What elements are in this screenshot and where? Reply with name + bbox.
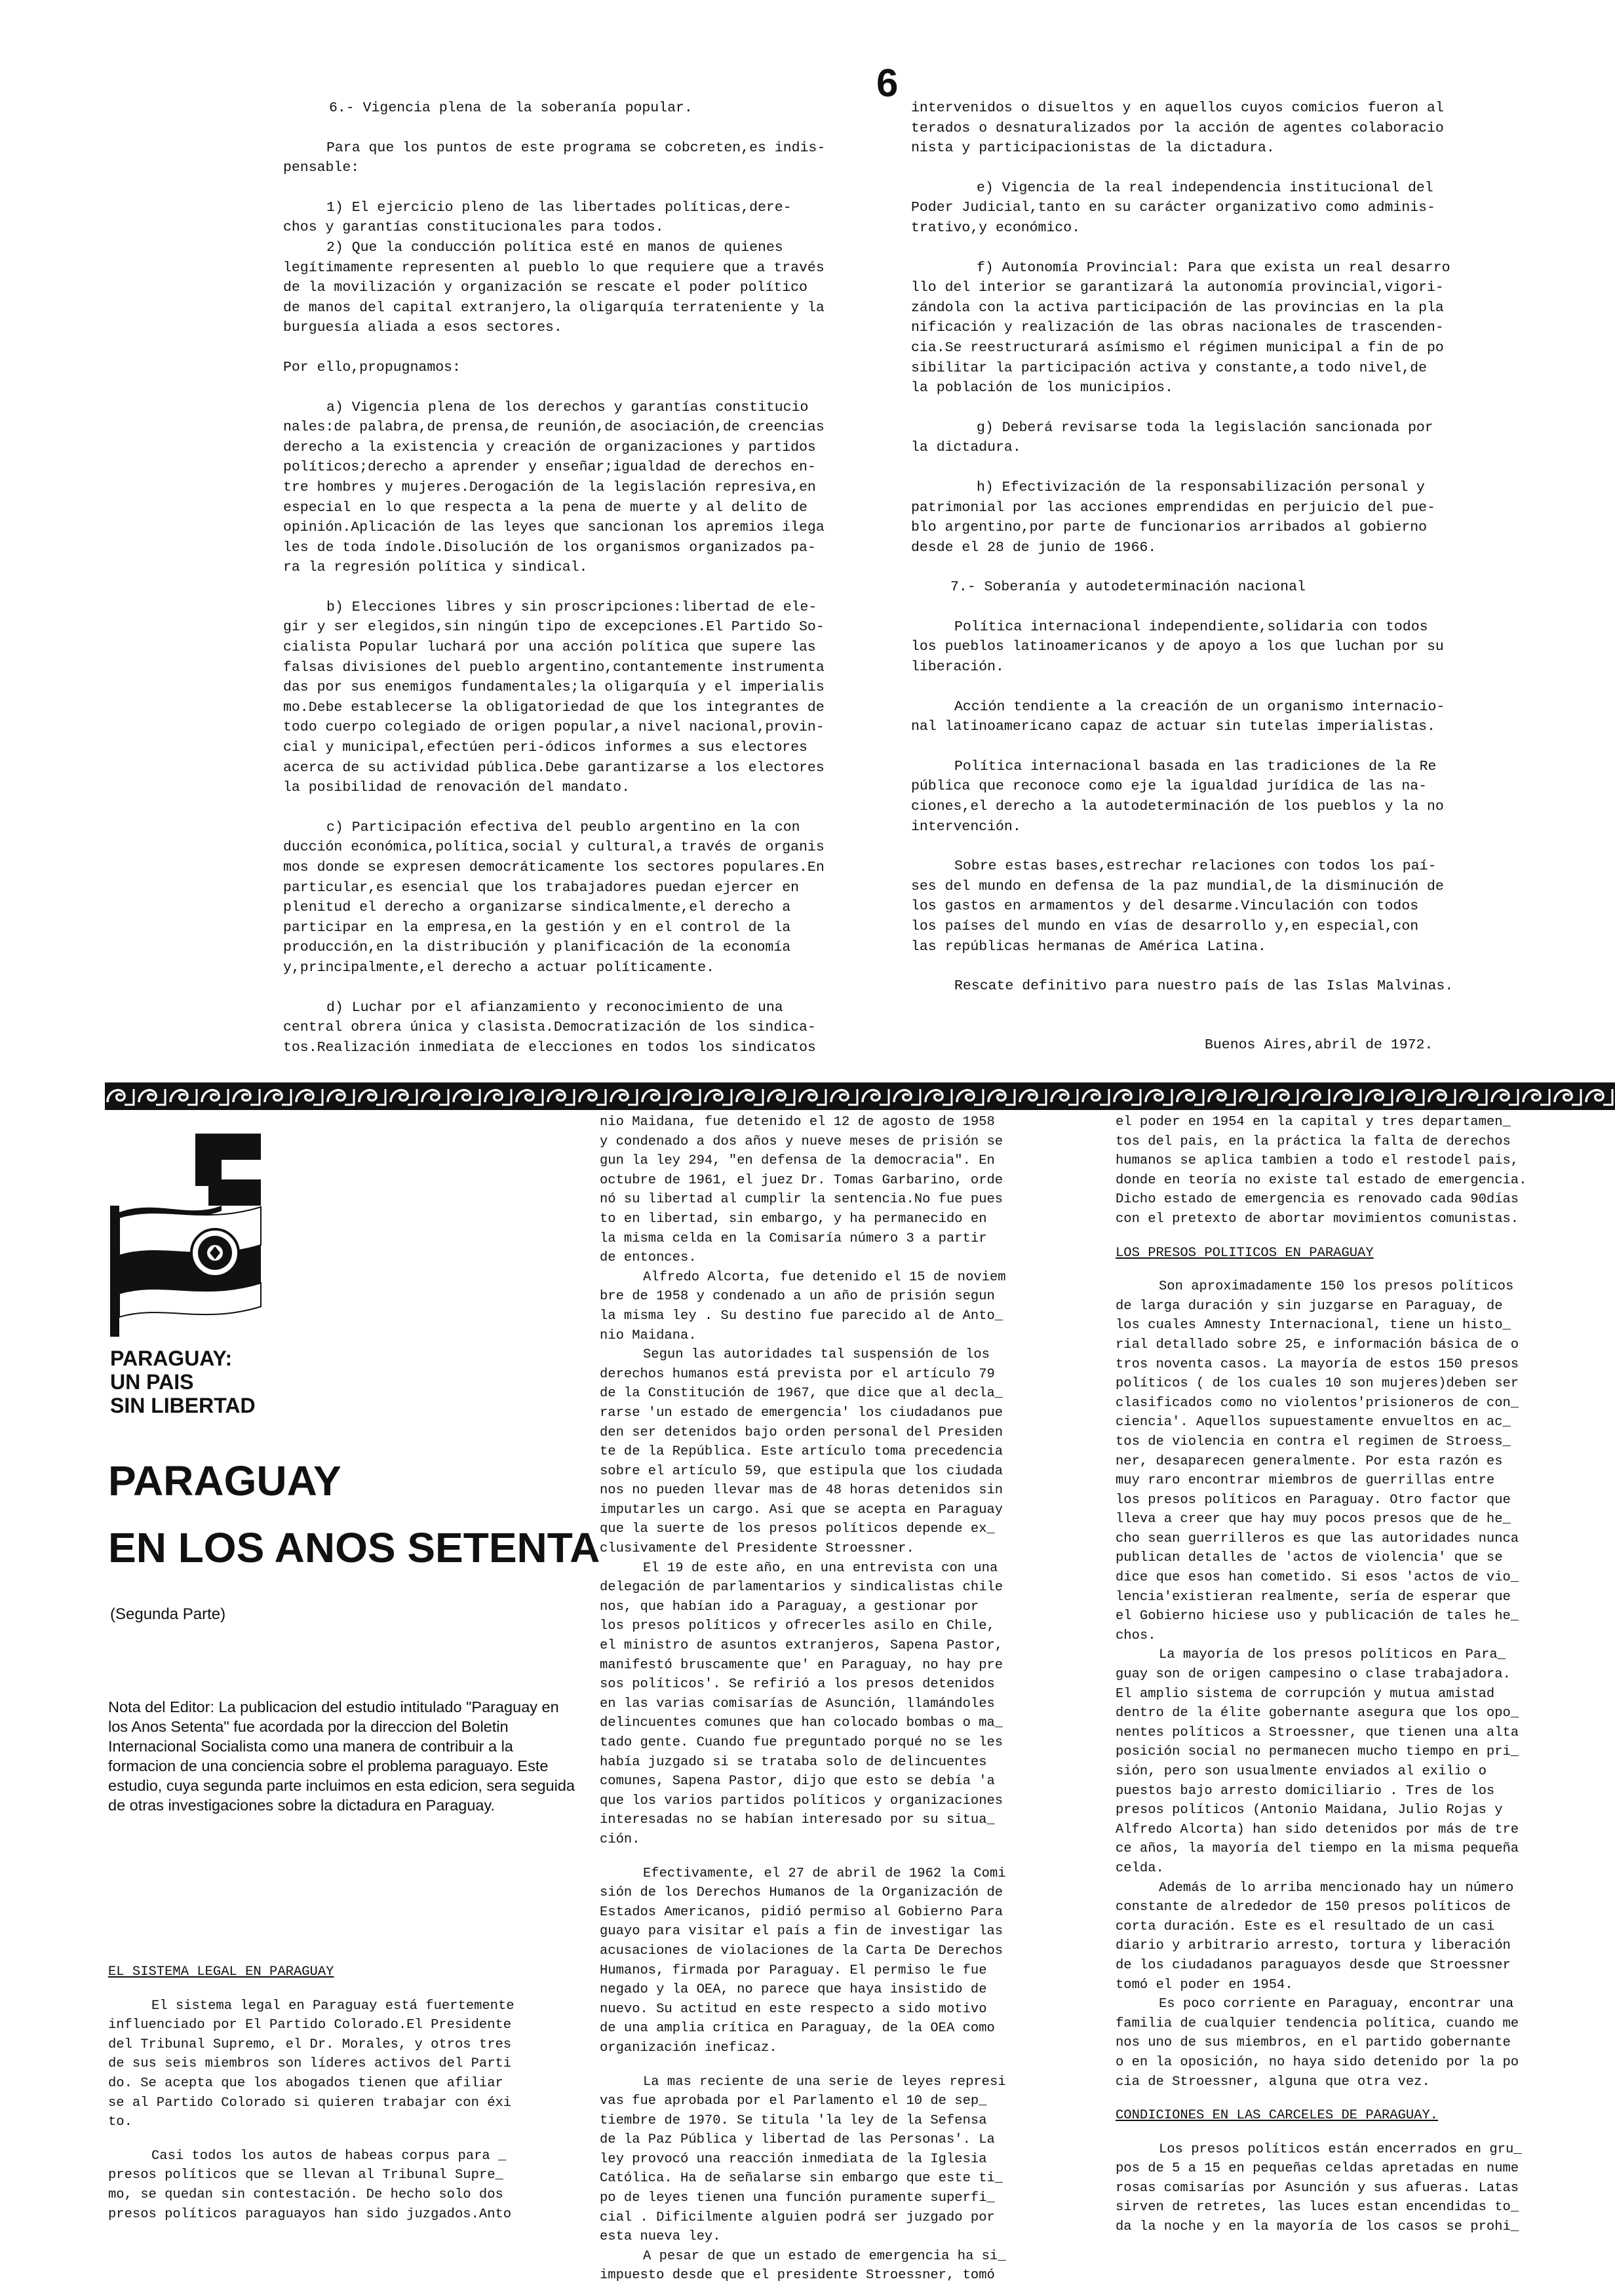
paragraph: Los presos políticos están encerrados en gru_ pos de 5 a 15 en pequeñas celdas apretadas en nume rosas comisarías por Asunción y sus afueras. Latas sirven de retretes, las luces estan encendidas to_ da la noche y en la mayoría de los casos se prohi_ (1116, 2141, 1522, 2235)
section-6-title: 6.- Vigencia plena de la soberanía popular. (329, 100, 693, 116)
top-right-column (911, 98, 1501, 997)
paragraph: e) Vigencia de la real independencia institucional del Poder Judicial,tanto en su carácter organizativo como adminis- trativo,y económico. (911, 180, 1435, 236)
section-heading: CONDICIONES EN LAS CARCELES DE PARAGUAY. (1116, 2108, 1439, 2124)
paragraph: g) Deberá revisarse toda la legislación sancionada por la dictadura. (911, 419, 1433, 456)
wave-border-icon (105, 1082, 1615, 1110)
signature-date: Buenos Aires,abril de 1972. (1205, 1037, 1433, 1053)
bottom-column-2 (600, 1113, 1085, 2286)
paragraph: 2) Que la conducción política esté en manos de quienes legítimamente representen al pueblo lo que requiere que a través de la movilización y organización se rescate el poder político de manos del capital extranjero,la oligarquía terrateniente y la burguesía aliada a esos sectores. (283, 239, 825, 336)
paragraph: Segun las autoridades tal suspensión de los derechos humanos está prevista por el artículo 79 de la Constitución de 1967, que dice que al decla_ rarse 'un estado de emergencia' los ciudadanos pue den ser detenidos bajo orden personal del Presiden te de la República. Este artículo toma precedencia sobre el artículo 59, que estipula que los ciudada nos no pueden llevar mas de 48 horas detenidos sin imputarles un cargo. Asi que se acepta en Paraguay que la suerte de los presos políticos depende ex_ clusivamente del Presidente Stroessner. (600, 1347, 1003, 1557)
paragraph: Política internacional basada en las tradiciones de la Re pública que reconoce como eje la igualdad jurídica de las na- ciones,el derecho a la autodeterminación de los pueblos y la no intervención. (911, 758, 1444, 835)
paragraph: Rescate definitivo para nuestro país de las Islas Malvinas. (954, 978, 1454, 995)
paragraph: 1) El ejercicio pleno de las libertades políticas,dere- chos y garantías constitucionales para todos. (283, 199, 792, 236)
paragraph: Política internacional independiente,solidaria con todos los pueblos latinoamericanos y de apoyo a los que luchan por su liberación. (911, 619, 1444, 676)
paragraph: El sistema legal en Paraguay está fuertemente influenciado por El Partido Colorado.El Presidente del Tribunal Supremo, el Dr. Morales, y otros tres de sus seis miembros son líderes activos del Parti do. Se acepta que los abogados tienen que afiliar se al Partido Colorado si quieren trabajar con éxi to. (108, 1998, 515, 2130)
page-number: 6 (876, 61, 899, 105)
kicker: PARAGUAY: UN PAIS SIN LIBERTAD (110, 1347, 256, 1417)
flag-icon (110, 1134, 300, 1337)
paragraph: intervenidos o disueltos y en aquellos cuyos comicios fueron al terados o desnaturalizados por la acción de agentes colaboracio nista y participacionistas de la dictadura. (911, 100, 1444, 157)
paragraph: Sobre estas bases,estrechar relaciones con todos los paí- ses del mundo en defensa de la paz mundial,de la disminución de los gastos en armamentos y del desarme.Vinculación con todos los países del mundo en vías de desarrollo y,en especial,con las repúblicas hermanas de América Latina. (911, 858, 1444, 955)
subtitle: (Segunda Parte) (110, 1605, 226, 1623)
paragraph: h) Efectivización de la responsabilización personal y patrimonial por las acciones emprendidas en perjuicio del pue- blo argentino,por parte de funcionarios arribados al gobierno desde el 28 de junio de 1966. (911, 479, 1435, 556)
section-heading: EL SISTEMA LEGAL EN PARAGUAY (108, 1964, 334, 1980)
paragraph: Efectivamente, el 27 de abril de 1962 la Comi sión de los Derechos Humanos de la Organización de Estados Americanos, pidió permiso al Gobierno Para guayo para visitar el país a fin de investigar las acusaciones de violaciones de la Carta De Derechos Humanos, firmada por Paraguay. El permiso le fue negado y la OEA, no parece que haya insistido de nuevo. Su actitud en este respecto a sido motivo de una amplia crítica en Paraguay, de la OEA como organización ineficaz. (600, 1866, 1006, 2056)
paragraph: Alfredo Alcorta, fue detenido el 15 de noviem bre de 1958 y condenado a un año de prisión segun la misma ley . Su destino fue parecido al de Anto_ nio Maidana. (600, 1269, 1006, 1343)
paragraph: d) Luchar por el afianzamiento y reconocimiento de una central obrera única y clasista.Democratización de los sindica- tos.Realización inmediata de elecciones en todos los sindicatos (283, 999, 816, 1056)
top-left-column (283, 98, 873, 1058)
paragraph: el poder en 1954 en la capital y tres departamen_ tos del pais, en la práctica la falta de derechos humanos se aplica tambien a todo el restodel pais, donde en teoría no existe tal estado de emergencia. Dicho estado de emergencia es renovado cada 90días con el pretexto de abortar movimientos comunistas. (1116, 1115, 1527, 1227)
paragraph: El 19 de este año, en una entrevista con una delegación de parlamentarios y sindicalistas chile nos, que habían ido a Paraguay, a gestionar por los presos políticos y ofrecerles asilo en Chile, el ministro de asuntos extranjeros, Sapena Pastor, manifestó bruscamente que' en Paraguay, no hay pre sos políticos'. Se refirió a los presos detenidos en las varias comisarías de Asunción, llamándoles delincuentes comunes que han colocado bombas o ma_ tado gente. Cuando fue preguntado porqué no se les había juzgado si se trataba solo de delincuentes comunes, Sapena Pastor, dijo que esto se debía 'a que los varios partidos políticos y organizaciones interesadas no se habían interesado por su situa_ ción. (600, 1560, 1003, 1847)
paragraph: La mayoría de los presos políticos en Para_ guay son de origen campesino o clase trabajadora. El amplio sistema de corrupción y mutua amistad dentro de la élite gobernante asegura que los opo_ nentes políticos a Stroessner, que tienen una alta posición social no permanecen mucho tiempo en pri_ sión, pero son usualmente enviados al exilio o puestos bajo arresto domiciliario . Tres de los presos políticos (Antonio Maidana, Julio Rojas y Alfredo Alcorta) han sido detenidos por más de tre ce años, la mayoría del tiempo en la misma pequeña celda. (1116, 1647, 1519, 1876)
paragraph: Es poco corriente en Paraguay, encontrar una familia de cualquier tendencia política, cuando me nos uno de sus miembros, en el partido gobernante o en la oposición, no haya sido detenido por la po cia de Stroessner, alguna que otra vez. (1116, 1997, 1519, 2090)
paragraph: f) Autonomía Provincial: Para que exista un real desarro llo del interior se garantizará la autonomía provincial,vigori- zándola con la activa participación de las provincias en la pla nificación y realización de las obras nacionales de trascenden- cia.Se reestructurará asímismo el régimen municipal a fin de po sibilitar la participación activa y constante,a todo nivel,de la población de los municipios. (911, 259, 1450, 396)
bottom-column-1 (108, 1962, 580, 2224)
paragraph: La mas reciente de una serie de leyes represi vas fue aprobada por el Parlamento el 10 de sep_ tiembre de 1970. Se titula 'la ley de la Sefensa de la Paz Pública y libertad de las Personas'. La ley provocó una reacción inmediata de la Iglesia Católica. Ha de señalarse sin embargo que este ti_ po de leyes tienen una función puramente superfi_ cial . Dificilmente alguien podrá ser juzgado por esta nueva ley. (600, 2074, 1006, 2245)
paragraph: Casi todos los autos de habeas corpus para _ presos políticos que se llevan al Tribunal Supre_ mo, se quedan sin contestación. De hecho solo dos presos políticos paraguayos han sido juzgados.Anto (108, 2148, 512, 2222)
paragraph: nio Maidana, fue detenido el 12 de agosto de 1958 y condenado a dos años y nueve meses de prisión se gun la ley 294, "en defensa de la democracia". En octubre de 1961, el juez Dr. Tomas Garbarino, orde nó su libertad al cumplir la sentencia.No fue pues to en libertad, sin embargo, y ha permanecido en la misma celda en la Comisaría número 3 a partir de entonces. (600, 1115, 1003, 1266)
paragraph: c) Participación efectiva del peublo argentino en la con ducción económica,política,social y cultural,a través de organis mos donde se expresen democráticamente los sectores populares.En particular,es esencial que los trabajadores puedan ejercer en plenitud el derecho a organizarse sindicalmente,el derecho a participar en la empresa,en la gestión y en el control de la producción,en la distribución y planificación de la economía y,principalmente,el derecho a actuar políticamente. (283, 819, 825, 976)
section-heading: LOS PRESOS POLITICOS EN PARAGUAY (1116, 1245, 1374, 1261)
decorative-border (105, 1082, 1615, 1110)
headline-1: PARAGUAY (108, 1457, 341, 1504)
editor-note: Nota del Editor: La publicacion del estudio intitulado "Paraguay en los Anos Setenta" fue acordada por la direccion del Boletin Internacional Socialista como una manera de contribuir a la formacion de una conciencia sobre el problema paraguayo. Este estudio, cuya segunda parte incluimos en esta edicion, sera seguida de otras investigaciones sobre la dictadura en Paraguay. (108, 1698, 575, 1814)
paragraph: Para que los puntos de este programa se cobcreten,es indis- pensable: (283, 140, 826, 176)
bottom-column-3 (1116, 1113, 1601, 2237)
paragraph: b) Elecciones libres y sin proscripciones:libertad de ele- gir y ser elegidos,sin ningún tipo de excepciones.El Partido So- cialista Popular luchará por una acción política que supere las falsas divisiones del pueblo argentino,contantemente instrumenta das por sus enemigos fundamentales;la oligarquía y el imperialis mo.Debe establecerse la obligatoriedad de que los integrantes de todo cuerpo colegiado de origen popular,a nivel nacional,provin- cial y municipal,efectúen peri-ódicos informes a sus electores acerca de su actividad pública.Debe garantizarse a los electores la posibilidad de renovación del mandato. (283, 599, 825, 796)
headline-2: EN LOS ANOS SETENTA (108, 1524, 600, 1571)
paragraph: Además de lo arriba mencionado hay un número constante de alrededor de 150 presos políticos de corta duración. Este es el resultado de un casi diario y arbitrario arresto, tortura y liberación de los ciudadanos paraguayos desde que Stroessner tomó el poder en 1954. (1116, 1880, 1514, 1993)
paragraph: A pesar de que un estado de emergencia ha si_ impuesto desde que el presidente Stroessner, tomó (600, 2248, 1006, 2284)
paraguay-flag-illustration (110, 1134, 300, 1337)
paragraph: a) Vigencia plena de los derechos y garantías constitucio nales:de palabra,de prensa,de reunión,de asociación,de creencias derecho a la existencia y creación de organizaciones y partidos políticos;derecho a aprender y enseñar;igualdad de derechos en- tre hombres y mujeres.Derogación de la legislación represiva,en especial en lo que respecta a la pena de muerte y al delito de opinión.Aplicación de las leyes que sancionan los apremios ilega les de toda índole.Disolución de los organismos organizados pa- ra la regresión política y sindical. (283, 399, 825, 576)
section-7-title: 7.- Soberanía y autodeterminación nacional (950, 579, 1306, 596)
paragraph: Acción tendiente a la creación de un organismo internacio- nal latinoamericano capaz de actuar sin tutelas imperialistas. (911, 698, 1445, 735)
paragraph: Son aproximadamente 150 los presos políticos de larga duración y sin juzgarse en Paraguay, de los cuales Amnesty Internacional, tiene un histo_ rial detallado sobre 25, e información básica de o tros noventa casos. La mayoría de estos 150 presos políticos ( de los cuales 10 son mujeres)deben ser clasificados como no violentos'prisioneros de con_ ciencia'. Aquellos supuestamente envueltos en ac_ tos de violencia en contra el regimen de Stroess_ ner, desaparecen generalmente. Por esta razón es muy raro encontrar miembros de guerrillas entre los presos políticos en Paraguay. Otro factor que lleva a creer que hay muy pocos presos que de he_ cho sean guerrilleros es que las autoridades nunca publican detalles de 'actos de violencia' que se dice que esos han cometido. Si esos 'actos de vio_ lencia'existieran realmente, sería de esperar que el Gobierno hiciese uso y publicación de tales he_ chos. (1116, 1279, 1519, 1643)
paragraph: Por ello,propugnamos: (283, 359, 461, 375)
